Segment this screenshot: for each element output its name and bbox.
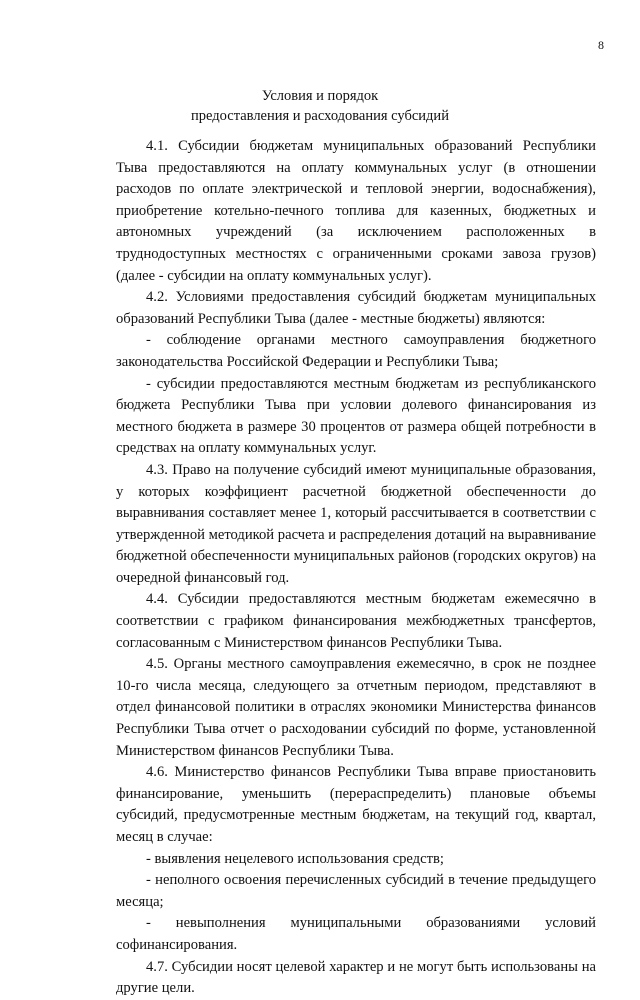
page-number: 8: [598, 38, 604, 52]
document-body: [116, 136, 596, 1000]
paragraph-4-1: 4.1. Субсидии бюджетам муниципальных образований Республики Тыва предоставляются на оплату коммунальных услуг (в отношении расходов по оплате электрической и тепловой энергии, водоснабжения), приобретение котельно-печного топлива для казенных, бюджетных и автономных учреждений (за исключением расположенных в труднодоступных местностях с ограниченными сроками завоза грузов) (далее - субсидии на оплату коммунальных услуг).: [116, 138, 596, 284]
suspension-case-2: - неполного освоения перечисленных субсидий в течение предыдущего месяца;: [116, 872, 596, 910]
paragraph-4-3: 4.3. Право на получение субсидий имеют муниципальные образования, у которых коэффициент расчетной бюджетной обеспеченности до выравнивания составляет менее 1, который рассчитывается в соответствии с утвержденной методикой расчета и распределения дотаций на выравнивание бюджетной обеспеченности муниципальных районов (городских округов) на очередной финансовый год.: [116, 461, 596, 586]
condition-item-1: - соблюдение органами местного самоуправления бюджетного законодательства Российской Федерации и Республики Тыва;: [116, 332, 596, 370]
paragraph-4-7: 4.7. Субсидии носят целевой характер и не могут быть использованы на другие цели.: [116, 958, 596, 997]
section-title: [0, 86, 640, 126]
paragraph-4-5: 4.5. Органы местного самоуправления ежемесячно, в срок не позднее 10-го числа месяца, следующего за отчетным периодом, представляют в отдел финансовой политики в отраслях экономики Министерства финансов Республики Тыва отчет о расходовании субсидий по форме, установленной Министерством финансов Республики Тыва.: [116, 656, 596, 759]
paragraph-4-2: 4.2. Условиями предоставления субсидий бюджетам муниципальных образований Республики Тыва (далее - местные бюджеты) являются:: [116, 289, 596, 327]
suspension-case-3: - невыполнения муниципальными образованиями условий софинансирования.: [116, 915, 596, 953]
suspension-case-1: - выявления нецелевого использования средств;: [146, 850, 444, 867]
paragraph-4-4: 4.4. Субсидии предоставляются местным бюджетам ежемесячно в соответствии с графиком финансирования межбюджетных трансфертов, согласованным с Министерством финансов Республики Тыва.: [116, 591, 596, 651]
paragraph-4-6: 4.6. Министерство финансов Республики Тыва вправе приостановить финансирование, уменьшить (перераспределить) плановые объемы субсидий, предусмотренные местным бюджетам, на текущий год, квартал, месяц в случае:: [116, 764, 596, 845]
section-title-line-2: предоставления и расходования субсидий: [191, 108, 449, 124]
section-title-line-1: Условия и порядок: [261, 88, 379, 104]
condition-item-2: - субсидии предоставляются местным бюджетам из республиканского бюджета Республики Тыва при условии долевого финансирования из местного бюджета в размере 30 процентов от размера общей потребности в средствах на оплату коммунальных услуг.: [116, 375, 596, 457]
